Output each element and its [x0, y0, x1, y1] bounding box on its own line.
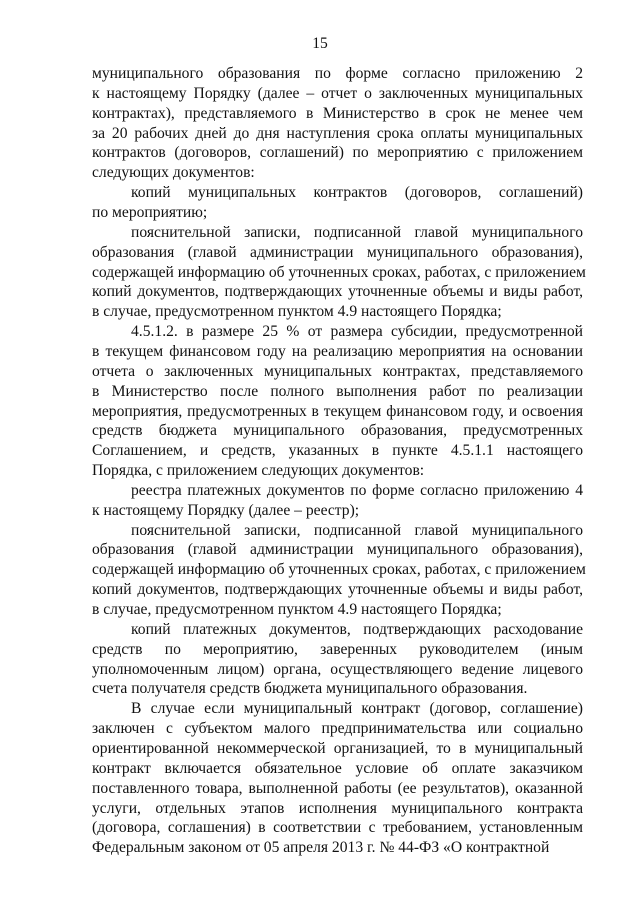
text-line: копий документов, подтверждающих уточненные объемы и виды работ,	[92, 283, 583, 301]
text-line: средств по мероприятию, заверенных руководителем (иным	[92, 640, 583, 658]
text-line: средств бюджета муниципального образования, предусмотренных	[92, 422, 583, 440]
page-number: 15	[312, 35, 328, 52]
text-line: контракт включается обязательное условие об оплате заказчиком	[92, 759, 583, 777]
text-line: уполномоченным лицом) органа, осуществляющего ведение лицевого	[92, 660, 583, 678]
text-line: содержащей информацию об уточненных сроках, работах, с приложением	[92, 263, 586, 281]
text-line: копий муниципальных контрактов (договоров, соглашений)	[131, 184, 583, 202]
text-line: пояснительной записки, подписанной главой муниципального	[131, 521, 583, 539]
text-line: копий платежных документов, подтверждающих расходование	[131, 620, 583, 638]
text-line: Порядка, с приложением следующих документов:	[92, 462, 425, 479]
text-line: в случае, предусмотренном пунктом 4.9 настоящего Порядка;	[92, 601, 502, 618]
text-line: в случае, предусмотренном пунктом 4.9 настоящего Порядка;	[92, 303, 502, 321]
text-line: Соглашением, и средств, указанных в пункте 4.5.1.1 настоящего	[92, 442, 583, 460]
text-line: поставленного товара, выполненной работы (ее результатов), оказанной	[92, 779, 583, 797]
text-line: образования (главой администрации муниципального образования),	[92, 243, 583, 261]
text-line: заключен с субъектом малого предпринимательства или социально	[92, 720, 583, 738]
text-line: муниципального образования по форме согласно приложению 2	[92, 65, 583, 82]
text-line: реестра платежных документов по форме согласно приложению 4	[131, 481, 583, 499]
text-line: В случае если муниципальный контракт (договор, соглашение)	[131, 700, 583, 718]
text-line: копий документов, подтверждающих уточненные объемы и виды работ,	[92, 581, 583, 599]
text-line: к настоящему Порядку (далее – отчет о заключенных муниципальных	[92, 84, 583, 102]
text-line: образования (главой администрации муниципального образования),	[92, 541, 583, 559]
text-line: Федеральным законом от 05 апреля 2013 г. № 44-ФЗ «О контрактной	[92, 839, 550, 857]
text-line: пояснительной записки, подписанной главой муниципального	[131, 223, 583, 241]
text-line: контрактов (договоров, соглашений) по мероприятию с приложением	[92, 144, 583, 162]
text-line: за 20 рабочих дней до дня наступления срока оплаты муниципальных	[92, 124, 583, 142]
text-line: по мероприятию;	[92, 204, 208, 221]
text-line: счета получателя средств бюджета муниципального образования.	[92, 680, 528, 698]
text-line: отчета о заключенных муниципальных контрактах, представляемого	[92, 362, 583, 380]
text-line: мероприятия, предусмотренных в текущем финансовом году, и освоения	[92, 402, 583, 420]
text-line: (договора, соглашения) в соответствии с требованием, установленным	[92, 819, 583, 837]
text-line: содержащей информацию об уточненных сроках, работах, с приложением	[92, 561, 586, 579]
text-line: 4.5.1.2. в размере 25 % от размера субсидии, предусмотренной	[131, 323, 583, 341]
text-line: контрактах), представляемого в Министерство в срок не менее чем	[92, 104, 583, 122]
text-line: ориентированной некоммерческой организацией, то в муниципальный	[92, 739, 583, 757]
text-line: услуги, отдельных этапов исполнения муниципального контракта	[92, 799, 583, 817]
text-line: в Министерство после полного выполнения работ по реализации	[92, 382, 583, 400]
text-line: к настоящему Порядку (далее – реестр);	[92, 501, 360, 519]
text-line: в текущем финансовом году на реализацию мероприятия на основании	[92, 342, 583, 360]
text-line: следующих документов:	[92, 164, 255, 182]
